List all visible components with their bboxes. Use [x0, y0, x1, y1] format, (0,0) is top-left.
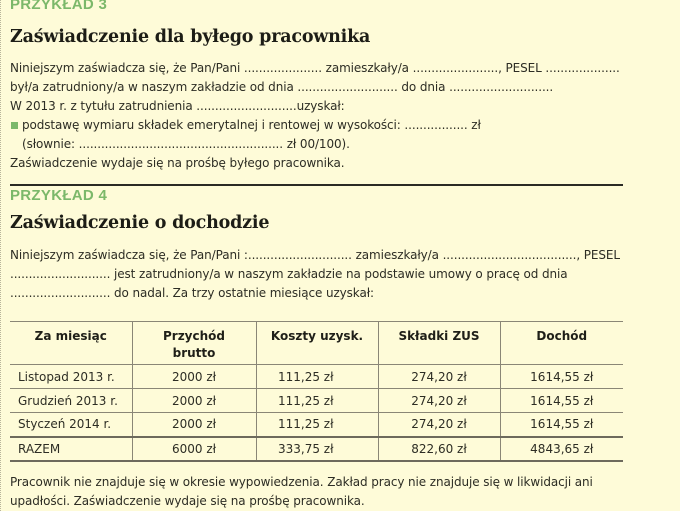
column-header-gross-income	[132, 322, 256, 365]
example-4-line: ........................... jest zatrudniony/a w naszym zakładzie na podstawie umowy o pracę od dnia	[10, 267, 568, 281]
column-header-month: Za miesiąc	[34, 329, 107, 343]
example-3-line: W 2013 r. z tytułu zatrudnienia ...........................uzyskał:	[10, 99, 345, 113]
closing-line: upadłości. Zaświadczenie wydaje się na prośbę pracownika.	[10, 494, 365, 508]
cell-net: 1614,55 zł	[500, 413, 623, 437]
cell-zus: 274,20 zł	[378, 413, 500, 437]
example-4-title: Zaświadczenie o dochodzie	[10, 213, 270, 233]
cell-gross: 2000 zł	[132, 413, 256, 437]
closing-line: Pracownik nie znajduje się w okresie wypowiedzenia. Zakład pracy nie znajduje się w likwidacji ani	[10, 475, 593, 489]
cell-costs: 111,25 zł	[256, 389, 378, 413]
gross-income-header-text: Przychód brutto	[162, 329, 225, 360]
example-3-label: PRZYKŁAD 3	[10, 0, 108, 13]
table-header-row	[10, 322, 623, 365]
bullet-text: podstawę wymiaru składek emerytalnej i rentowej w wysokości: ................. zł	[22, 118, 481, 132]
cell-gross: 2000 zł	[132, 389, 256, 413]
cell-net: 1614,55 zł	[500, 389, 623, 413]
example-4-line: ........................... do nadal. Za trzy ostatnie miesiące uzyskał:	[10, 286, 374, 300]
cell-gross: 6000 zł	[132, 437, 256, 461]
example-4-label: PRZYKŁAD 4	[10, 187, 108, 204]
income-table	[10, 321, 623, 462]
example-3-line: Niniejszym zaświadcza się, że Pan/Pani ..................... zamieszkały/a ......................., PESEL ....................	[10, 61, 620, 75]
example-3-closing: Zaświadczenie wydaje się na prośbę byłego pracownika.	[10, 156, 345, 170]
cell-costs: 111,25 zł	[256, 413, 378, 437]
table-total-row	[10, 437, 623, 461]
column-header-zus: Składki ZUS	[378, 322, 500, 365]
cell-month: Styczeń 2014 r.	[18, 417, 112, 432]
cell-costs: 111,25 zł	[256, 365, 378, 389]
example-3-title: Zaświadczenie dla byłego pracownika	[10, 27, 371, 47]
example-4-line: Niniejszym zaświadcza się, że Pan/Pani :............................ zamieszkały/a ...................................., PESEL	[10, 248, 620, 262]
example-3-bullet-item	[10, 116, 670, 135]
column-header-costs: Koszty uzysk.	[256, 322, 378, 365]
cell-month: Listopad 2013 r.	[18, 369, 115, 384]
table-row	[10, 413, 623, 437]
cell-zus: 274,20 zł	[378, 389, 500, 413]
example-3-line: był/a zatrudniony/a w naszym zakładzie od dnia ........................... do dnia ............................	[10, 80, 554, 94]
cell-costs: 333,75 zł	[256, 437, 378, 461]
table-row	[10, 389, 623, 413]
cell-net: 4843,65 zł	[500, 437, 623, 461]
cell-zus: 822,60 zł	[378, 437, 500, 461]
example-3-bullet-continuation: (słownie: ....................................................... zł 00/100).	[22, 137, 350, 151]
cell-month: RAZEM	[18, 441, 61, 456]
section-divider	[10, 184, 623, 186]
cell-gross: 2000 zł	[132, 365, 256, 389]
cell-net: 1614,55 zł	[500, 365, 623, 389]
example-4-closing	[10, 473, 670, 511]
column-header-net-income: Dochód	[500, 322, 623, 365]
cell-month: Grudzień 2013 r.	[18, 393, 118, 408]
cell-zus: 274,20 zł	[378, 365, 500, 389]
table-row	[10, 365, 623, 389]
example-3-body	[10, 59, 670, 173]
bullet-square-icon	[11, 122, 18, 129]
example-4-body	[10, 246, 670, 303]
